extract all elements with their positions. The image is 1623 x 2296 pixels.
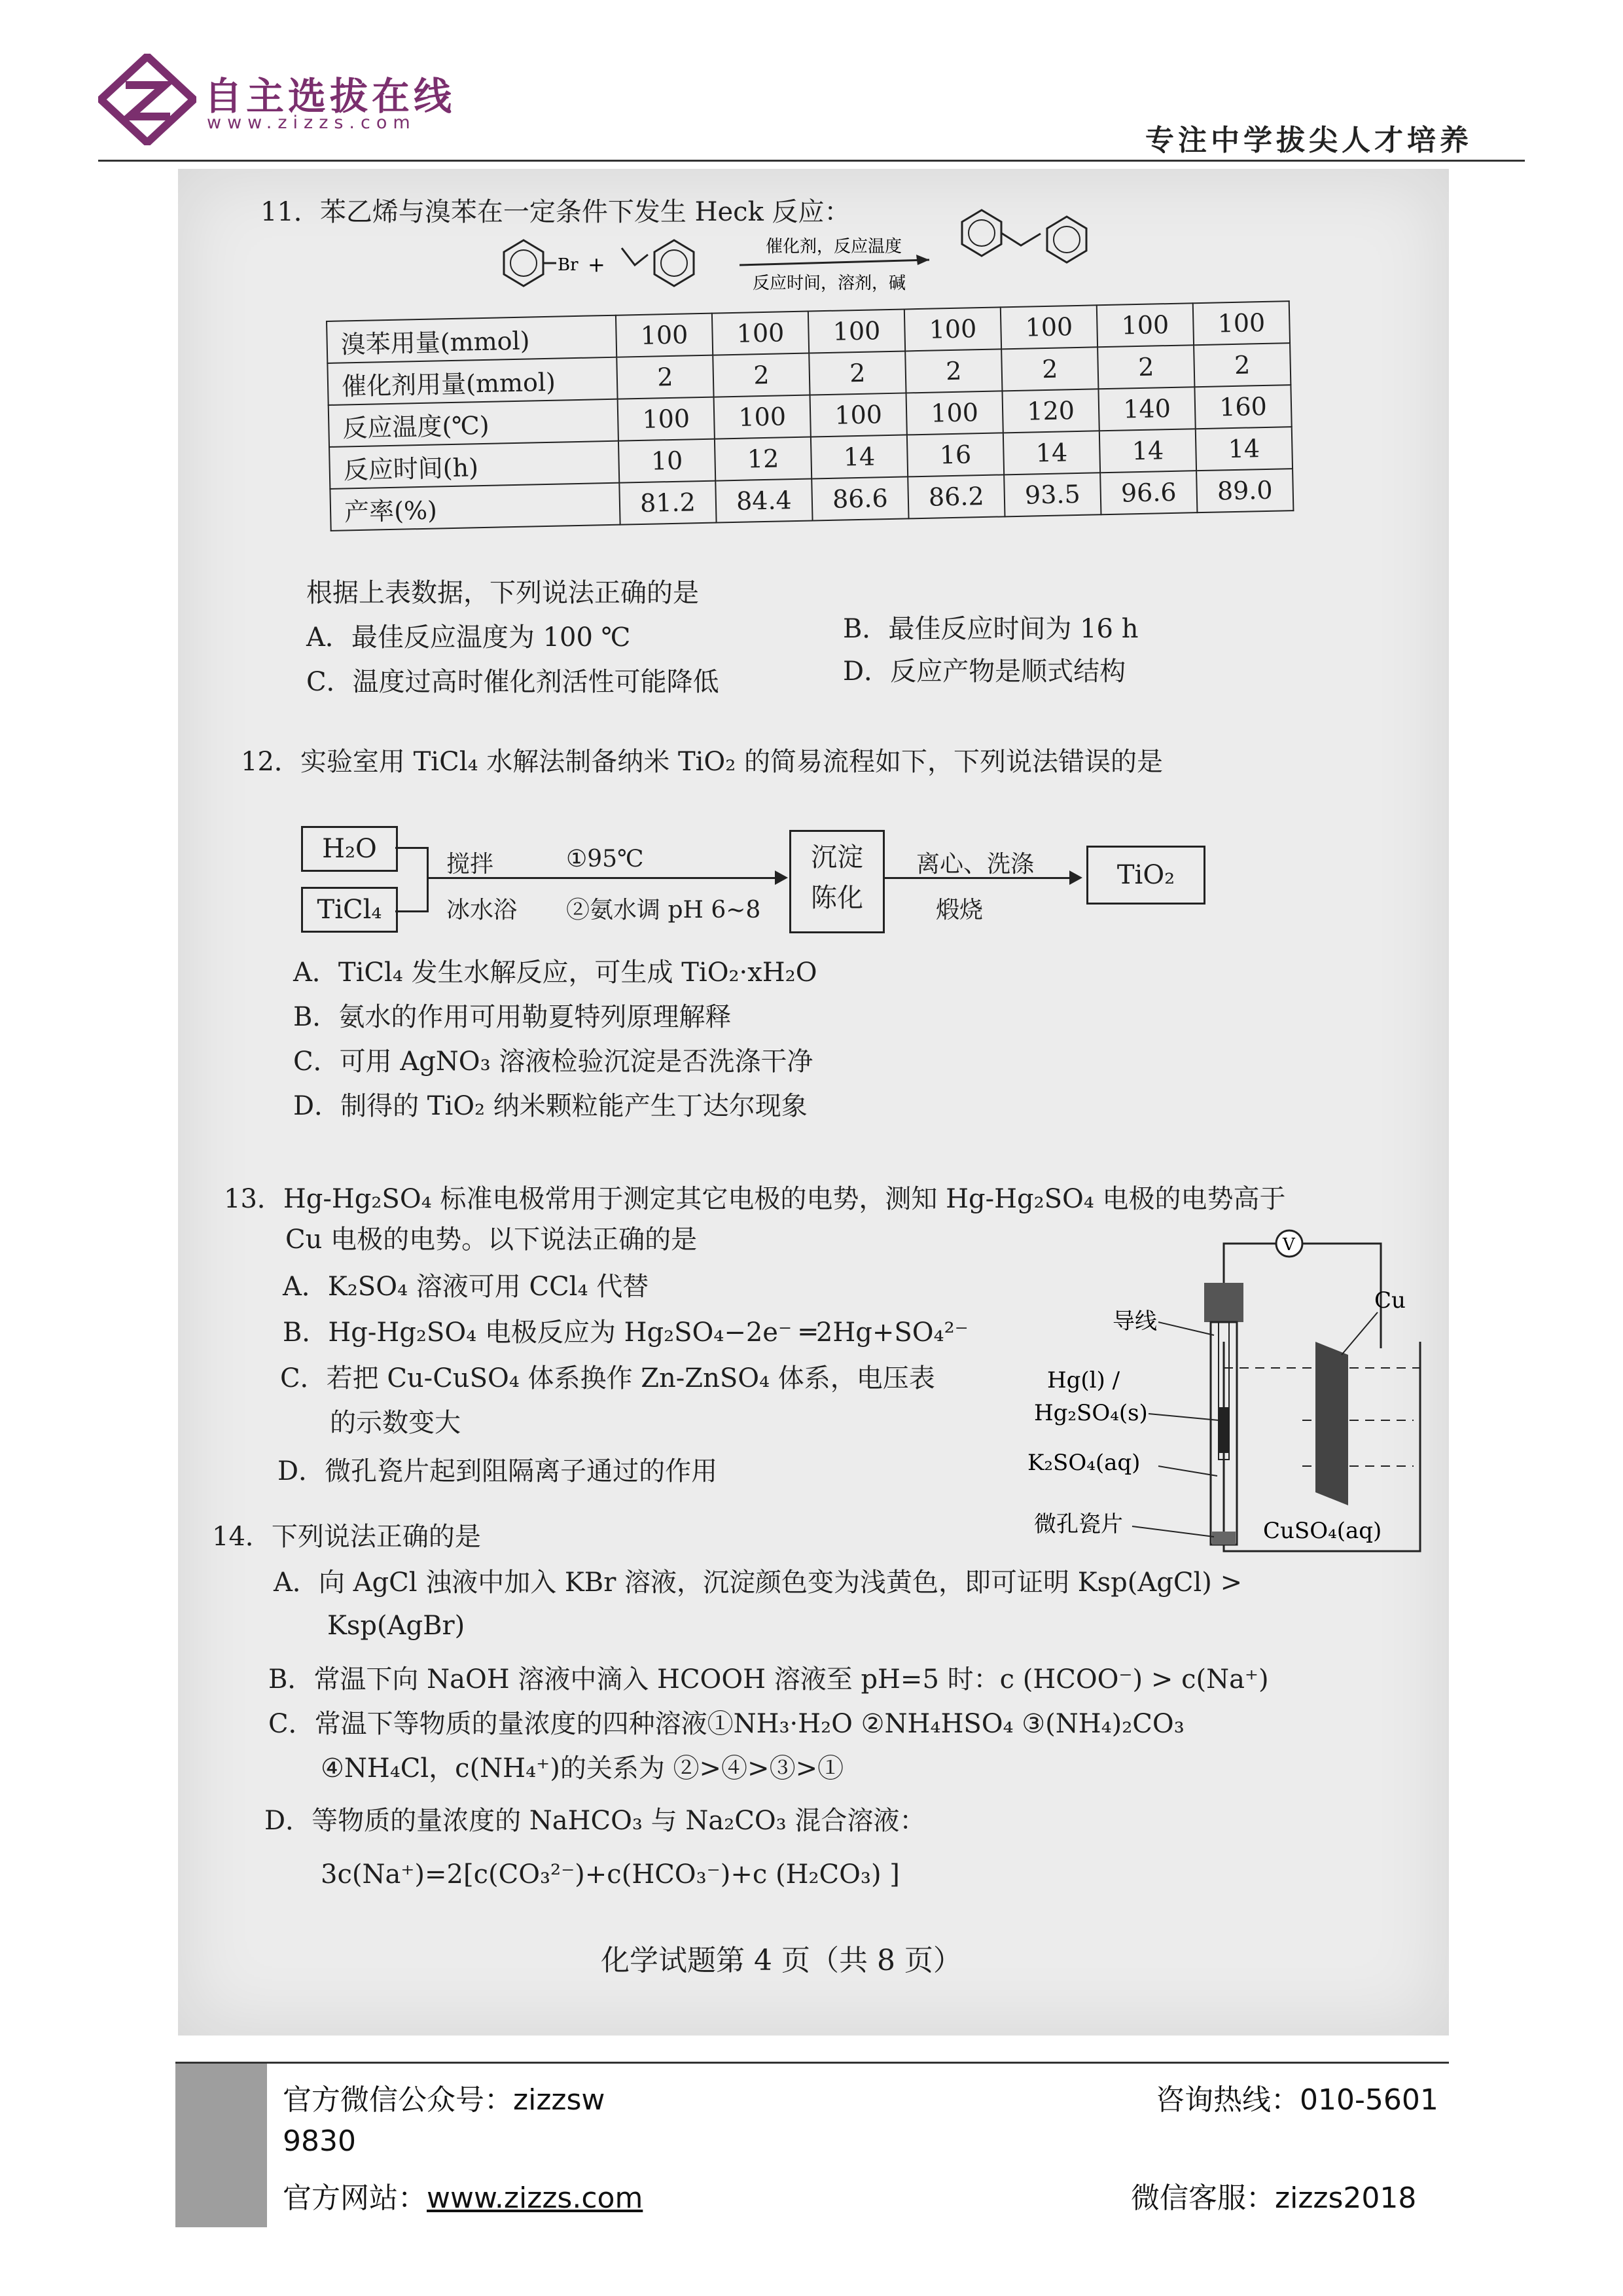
table-cell: 100 [712, 312, 809, 355]
table-row-label: 溴苯用量(mmol) [327, 315, 616, 363]
q13-option-d: D．微孔瓷片起到阻隔离子通过的作用 [277, 1456, 718, 1486]
table-cell: 100 [618, 397, 715, 441]
q14-option-a-line1: A．向 AgCl 浊液中加入 KBr 溶液，沉淀颜色变为浅黄色，即可证明 Ksp(AgCl) > [274, 1568, 1243, 1598]
q12-option-a: A．TiCl₄ 发生水解反应，可生成 TiO₂·xH₂O [293, 958, 817, 988]
footer-wechat-service: 微信客服：zizzs2018 [1131, 2181, 1417, 2215]
bromo-label: Br [558, 255, 579, 275]
label-wire: 导线 [1113, 1308, 1157, 1335]
q13-option-c-line2: 的示数变大 [330, 1408, 461, 1438]
q12-option-c: C．可用 AgNO₃ 溶液检验沉淀是否洗涤干净 [293, 1047, 813, 1077]
q14-option-d-line2: 3c(Na⁺)=2[c(CO₃²⁻)+c(HCO₃⁻)+c (H₂CO₃) ] [321, 1859, 900, 1890]
table-cell: 2 [1194, 343, 1291, 387]
table-cell: 2 [713, 353, 810, 397]
table-cell: 2 [905, 349, 1002, 393]
q14-option-c-line2: ④NH₄Cl，c(NH₄⁺)的关系为 ②>④>③>① [321, 1753, 844, 1784]
label-hg: Hg(l) / [1047, 1367, 1120, 1393]
q12-stem: 12．实验室用 TiCl₄ 水解法制备纳米 TiO₂ 的简易流程如下，下列说法错误的是 [241, 747, 1163, 777]
table-cell: 2 [616, 355, 713, 399]
footer-hotline-cont: 9830 [283, 2125, 356, 2158]
table-cell: 89.0 [1196, 469, 1293, 512]
table-cell: 14 [1196, 427, 1293, 471]
label-porous-ceramic: 微孔瓷片 [1034, 1511, 1123, 1537]
footer-website-link[interactable]: www.zizzs.com [427, 2181, 643, 2215]
flow-box-h2o: H₂O [301, 826, 398, 872]
q12-option-d: D．制得的 TiO₂ 纳米颗粒能产生丁达尔现象 [293, 1091, 808, 1121]
table-cell: 120 [1002, 389, 1099, 433]
table-cell: 100 [904, 307, 1001, 351]
table-cell: 16 [907, 433, 1004, 476]
table-cell: 2 [1001, 347, 1098, 391]
q14-stem: 14．下列说法正确的是 [212, 1522, 481, 1552]
q11-option-b: B．最佳反应时间为 16 h [843, 614, 1139, 644]
table-cell: 2 [809, 351, 906, 395]
flow-step1-top: 搅拌 [446, 851, 494, 878]
table-cell: 100 [1097, 303, 1194, 347]
table-cell: 100 [616, 314, 713, 357]
q14-option-b: B．常温下向 NaOH 溶液中滴入 HCOOH 溶液至 pH=5 时：c (HCOO⁻) > c(Na⁺) [268, 1664, 1269, 1695]
q14-option-c-line1: C．常温下等物质的量浓度的四种溶液①NH₃·H₂O ②NH₄HSO₄ ③(NH₄)₂CO₃ [268, 1709, 1185, 1739]
q13-option-a: A．K₂SO₄ 溶液可用 CCl₄ 代替 [283, 1272, 649, 1302]
table-cell: 10 [618, 439, 715, 483]
condition-top: 催化剂，反应温度 [766, 237, 902, 257]
flow-step2-bottom: ②氨水调 pH 6~8 [566, 897, 761, 924]
table-cell: 86.2 [908, 475, 1005, 518]
table-cell: 100 [1193, 301, 1290, 345]
flow-step3-bottom: 煅烧 [936, 897, 984, 924]
table-row-label: 产率(%) [330, 483, 620, 531]
flow-merge-bracket [395, 847, 429, 912]
table-cell: 160 [1194, 385, 1291, 429]
table-cell: 14 [1099, 429, 1196, 473]
table-cell: 140 [1098, 387, 1195, 431]
table-cell: 100 [810, 393, 907, 437]
label-cu: Cu [1374, 1287, 1406, 1314]
label-k2so4: K₂SO₄(aq) [1027, 1450, 1141, 1476]
q13-option-c-line1: C．若把 Cu-CuSO₄ 体系换作 Zn-ZnSO₄ 体系，电压表 [280, 1363, 935, 1393]
header-slogan: 专注中学拔尖人才培养 [1145, 124, 1472, 157]
footer-hotline: 咨询热线：010-5601 [1156, 2083, 1438, 2117]
table-row-label: 反应温度(℃) [329, 399, 618, 447]
plus-sign: + [588, 252, 605, 277]
q11-lead: 根据上表数据，下列说法正确的是 [306, 578, 699, 608]
table-cell: 100 [906, 391, 1003, 435]
flow-box-precipitate [789, 830, 885, 933]
q11-stem: 11．苯乙烯与溴苯在一定条件下发生 Heck 反应： [260, 197, 851, 227]
header-divider [98, 160, 1525, 162]
q11-data-table [326, 300, 1294, 531]
q11-option-d: D．反应产物是顺式结构 [843, 656, 1126, 687]
voltmeter-icon: V [1283, 1235, 1295, 1255]
q13-electrode-figure [1027, 1224, 1446, 1564]
table-cell: 96.6 [1100, 471, 1197, 514]
q14-option-a-line2: Ksp(AgBr) [327, 1611, 465, 1641]
footer-accent-bar [175, 2064, 267, 2227]
table-cell: 86.6 [812, 476, 908, 520]
q12-option-b: B．氨水的作用可用勒夏特列原理解释 [293, 1002, 732, 1032]
label-hg2so4: Hg₂SO₄(s) [1034, 1400, 1148, 1426]
label-cuso4: CuSO₄(aq) [1263, 1518, 1382, 1544]
table-cell: 93.5 [1004, 473, 1101, 516]
flow-step2-top: ①95℃ [566, 846, 644, 872]
footer-divider [175, 2062, 1449, 2064]
table-cell: 100 [1001, 305, 1097, 349]
logo-text: 自主选拔在线 [204, 74, 456, 118]
table-cell: 14 [1003, 431, 1100, 475]
table-row-label: 反应时间(h) [329, 441, 619, 489]
footer-wechat: 官方微信公众号：zizzsw [283, 2083, 605, 2117]
table-cell: 2 [1097, 345, 1194, 389]
condition-bottom: 反应时间，溶剂，碱 [753, 274, 906, 293]
table-cell: 100 [808, 309, 905, 353]
flow-step1-bottom: 冰水浴 [446, 897, 518, 924]
footer-website-label: 官方网站： [283, 2181, 427, 2215]
q13-stem-line2: Cu 电极的电势。以下说法正确的是 [285, 1225, 698, 1255]
table-cell: 14 [811, 435, 908, 478]
flow-box-tio2: TiO₂ [1086, 846, 1205, 905]
logo-icon [98, 54, 196, 145]
flow-step3-top: 离心、洗涤 [916, 851, 1035, 878]
q11-option-c: C．温度过高时催化剂活性可能降低 [306, 667, 719, 697]
exam-page-number: 化学试题第 4 页（共 8 页） [601, 1944, 962, 1977]
q13-option-b: B．Hg-Hg₂SO₄ 电极反应为 Hg₂SO₄−2e⁻ ═2Hg+SO₄²⁻ [283, 1318, 969, 1348]
flow-box-precipitate-bottom: 陈化 [811, 883, 863, 913]
table-cell: 100 [714, 395, 811, 439]
table-cell: 84.4 [715, 479, 812, 523]
q11-option-a: A．最佳反应温度为 100 ℃ [306, 622, 631, 653]
footer-website [283, 2174, 643, 2216]
table-cell: 12 [715, 437, 812, 481]
q13-stem-line1: 13．Hg-Hg₂SO₄ 标准电极常用于测定其它电极的电势，测知 Hg-Hg₂SO₄ 电极的电势高于 [224, 1184, 1286, 1214]
table-row-label: 催化剂用量(mmol) [327, 357, 617, 405]
q14-option-d-line1: D．等物质的量浓度的 NaHCO₃ 与 Na₂CO₃ 混合溶液： [264, 1806, 926, 1836]
flow-box-ticl4: TiCl₄ [301, 887, 398, 933]
flow-box-precipitate-top: 沉淀 [811, 842, 863, 872]
logo-url[interactable]: www.zizzs.com [207, 113, 416, 133]
table-cell: 81.2 [619, 481, 716, 525]
